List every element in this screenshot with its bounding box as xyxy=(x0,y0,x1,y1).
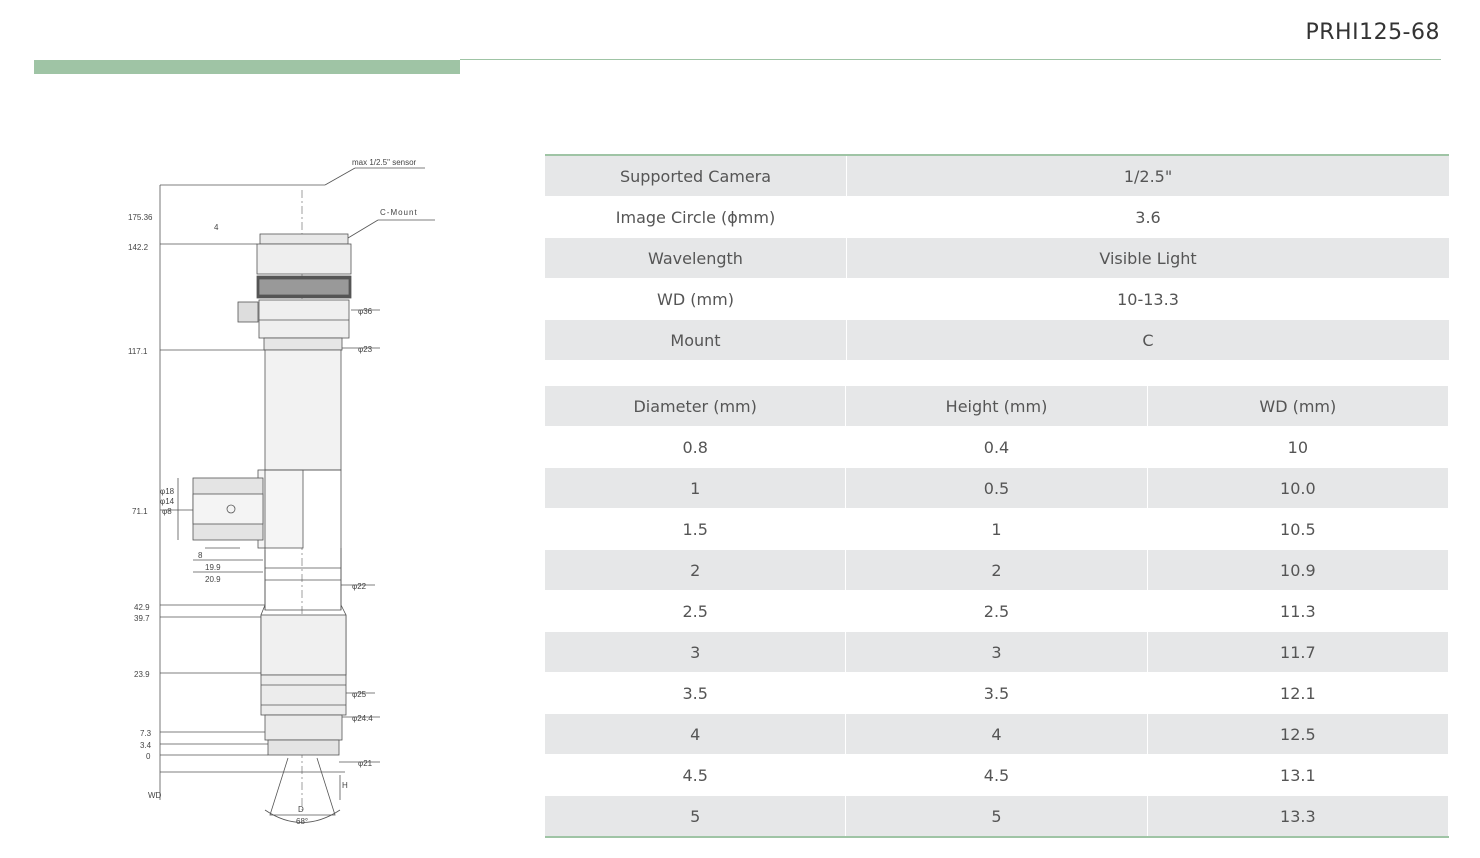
spec-row xyxy=(545,197,1449,238)
dimension-table xyxy=(545,386,1449,838)
diameter-label: φ36 xyxy=(358,307,373,316)
table-cell: 4.5 xyxy=(846,755,1147,796)
table-row xyxy=(545,632,1449,673)
misc-label: 4 xyxy=(214,223,219,232)
lens-technical-drawing xyxy=(110,150,460,830)
table-row xyxy=(545,550,1449,591)
table-cell: 2.5 xyxy=(545,591,846,632)
spec-row xyxy=(545,238,1449,279)
port-label: φ18 xyxy=(160,487,175,496)
misc-label: H xyxy=(342,781,348,790)
column-header: WD (mm) xyxy=(1147,386,1448,427)
sensor-label: max 1/2.5" sensor xyxy=(352,158,417,167)
table-cell: 1 xyxy=(846,509,1147,550)
port-label: 8 xyxy=(198,551,203,560)
height-label: 142.2 xyxy=(128,243,149,252)
table-cell: 13.1 xyxy=(1147,755,1448,796)
table-cell: 2 xyxy=(545,550,846,591)
spec-value: C xyxy=(847,320,1450,361)
table-row xyxy=(545,755,1449,796)
spec-value: 3.6 xyxy=(847,197,1450,238)
table-cell: 0.4 xyxy=(846,427,1147,468)
table-row xyxy=(545,468,1449,509)
header-accent-bar xyxy=(34,60,460,74)
table-header-row xyxy=(545,386,1449,427)
misc-label: 68° xyxy=(296,817,309,826)
misc-label: D xyxy=(298,805,304,814)
spec-row xyxy=(545,320,1449,361)
height-label: 42.9 xyxy=(134,603,150,612)
diameter-label: φ22 xyxy=(352,582,367,591)
port-label: φ14 xyxy=(160,497,175,506)
spec-value: 1/2.5" xyxy=(847,155,1450,197)
table-cell: 1.5 xyxy=(545,509,846,550)
height-label: 39.7 xyxy=(134,614,150,623)
table-cell: 3.5 xyxy=(545,673,846,714)
table-cell: 12.5 xyxy=(1147,714,1448,755)
height-label: WD xyxy=(148,791,162,800)
table-cell: 1 xyxy=(545,468,846,509)
table-cell: 5 xyxy=(846,796,1147,838)
spec-label: Wavelength xyxy=(545,238,847,279)
table-cell: 4 xyxy=(846,714,1147,755)
model-title: PRHI125-68 xyxy=(1305,20,1440,45)
table-cell: 3.5 xyxy=(846,673,1147,714)
table-cell: 13.3 xyxy=(1147,796,1448,838)
height-label: 71.1 xyxy=(132,507,148,516)
height-label: 23.9 xyxy=(134,670,150,679)
header-accent-line xyxy=(460,59,1441,60)
column-header: Height (mm) xyxy=(846,386,1147,427)
port-label: 19.9 xyxy=(205,563,221,572)
column-header: Diameter (mm) xyxy=(545,386,846,427)
table-cell: 10.0 xyxy=(1147,468,1448,509)
height-label: 175.36 xyxy=(128,213,153,222)
spec-table xyxy=(545,154,1449,361)
diameter-label: φ24.4 xyxy=(352,714,373,723)
table-cell: 0.8 xyxy=(545,427,846,468)
table-cell: 10.5 xyxy=(1147,509,1448,550)
spec-label: Image Circle (ϕmm) xyxy=(545,197,847,238)
spec-value: 10-13.3 xyxy=(847,279,1450,320)
table-cell: 4.5 xyxy=(545,755,846,796)
table-cell: 12.1 xyxy=(1147,673,1448,714)
height-label: 3.4 xyxy=(140,741,152,750)
port-label: 20.9 xyxy=(205,575,221,584)
diameter-label: φ25 xyxy=(352,690,367,699)
table-cell: 11.3 xyxy=(1147,591,1448,632)
table-cell: 3 xyxy=(846,632,1147,673)
table-cell: 11.7 xyxy=(1147,632,1448,673)
diameter-label: φ21 xyxy=(358,759,373,768)
table-row xyxy=(545,509,1449,550)
table-cell: 10 xyxy=(1147,427,1448,468)
table-row xyxy=(545,714,1449,755)
table-cell: 2 xyxy=(846,550,1147,591)
port-label: φ8 xyxy=(162,507,172,516)
spec-label: WD (mm) xyxy=(545,279,847,320)
table-cell: 2.5 xyxy=(846,591,1147,632)
diameter-label: φ23 xyxy=(358,345,373,354)
table-row xyxy=(545,796,1449,838)
table-cell: 10.9 xyxy=(1147,550,1448,591)
table-row xyxy=(545,427,1449,468)
spec-row xyxy=(545,155,1449,197)
table-cell: 4 xyxy=(545,714,846,755)
table-row xyxy=(545,673,1449,714)
height-label: 117.1 xyxy=(128,347,148,356)
height-label: 7.3 xyxy=(140,729,152,738)
table-cell: 5 xyxy=(545,796,846,838)
spec-label: Supported Camera xyxy=(545,155,847,197)
spec-row xyxy=(545,279,1449,320)
mount-label: C-Mount xyxy=(380,208,418,217)
table-cell: 3 xyxy=(545,632,846,673)
table-cell: 0.5 xyxy=(846,468,1147,509)
table-row xyxy=(545,591,1449,632)
height-label: 0 xyxy=(146,752,151,761)
spec-label: Mount xyxy=(545,320,847,361)
spec-value: Visible Light xyxy=(847,238,1450,279)
